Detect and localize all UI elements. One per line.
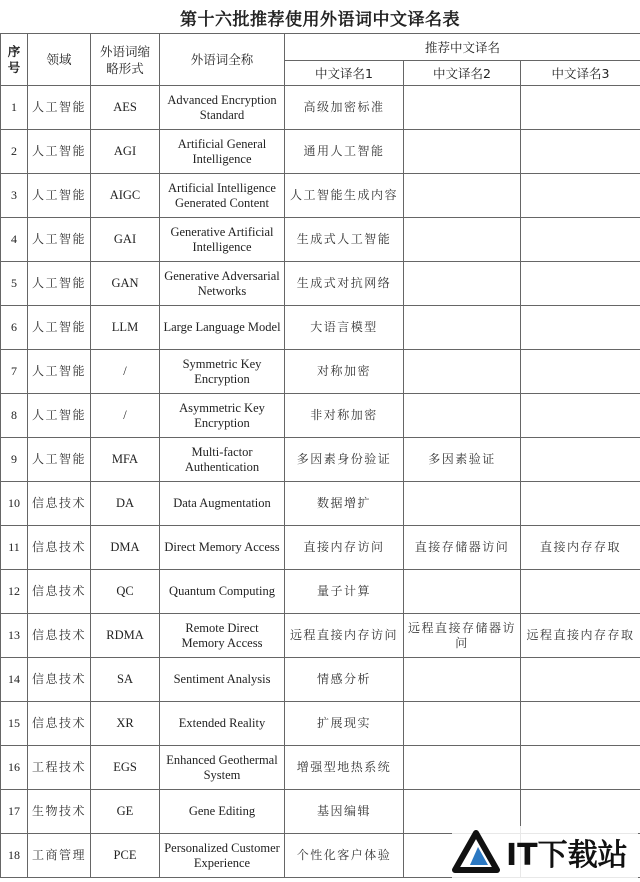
cell-abbr: MFA (91, 438, 160, 482)
cell-zh1: 生成式对抗网络 (285, 262, 404, 306)
cell-zh2 (404, 570, 521, 614)
table-row (1, 438, 640, 482)
cell-index: 2 (1, 130, 28, 174)
cell-zh3 (521, 262, 640, 306)
cell-zh2 (404, 86, 521, 130)
cell-abbr: QC (91, 570, 160, 614)
cell-abbr: AGI (91, 130, 160, 174)
cell-full-name: Data Augmentation (160, 482, 285, 526)
cell-full-name: Advanced Encryption Standard (160, 86, 285, 130)
cell-full-name: Gene Editing (160, 790, 285, 834)
cell-field: 人工智能 (28, 350, 91, 394)
cell-zh3 (521, 306, 640, 350)
cell-zh1: 扩展现实 (285, 702, 404, 746)
cell-zh2 (404, 130, 521, 174)
cell-abbr: DMA (91, 526, 160, 570)
cell-full-name: Generative Adversarial Networks (160, 262, 285, 306)
cell-abbr: / (91, 394, 160, 438)
cell-full-name: Personalized Customer Experience (160, 834, 285, 878)
cell-index: 15 (1, 702, 28, 746)
cell-full-name: Sentiment Analysis (160, 658, 285, 702)
cell-index: 7 (1, 350, 28, 394)
cell-zh2 (404, 174, 521, 218)
cell-zh1: 远程直接内存访问 (285, 614, 404, 658)
cell-zh2 (404, 218, 521, 262)
page-title: 第十六批推荐使用外语词中文译名表 (180, 10, 460, 30)
cell-zh1: 量子计算 (285, 570, 404, 614)
cell-zh2 (404, 702, 521, 746)
cell-abbr: DA (91, 482, 160, 526)
cell-zh1: 高级加密标准 (285, 86, 404, 130)
table-row (1, 482, 640, 526)
table-row (1, 702, 640, 746)
cell-zh2 (404, 658, 521, 702)
cell-zh1: 数据增扩 (285, 482, 404, 526)
cell-zh2 (404, 306, 521, 350)
cell-abbr: XR (91, 702, 160, 746)
cell-full-name: Artificial Intelligence Generated Content (160, 174, 285, 218)
header-index: 序号 (1, 34, 28, 86)
cell-zh3 (521, 350, 640, 394)
cell-zh1: 直接内存访问 (285, 526, 404, 570)
cell-field: 人工智能 (28, 438, 91, 482)
cell-index: 4 (1, 218, 28, 262)
cell-field: 工商管理 (28, 834, 91, 878)
cell-field: 人工智能 (28, 130, 91, 174)
cell-index: 9 (1, 438, 28, 482)
table-row (1, 350, 640, 394)
cell-index: 8 (1, 394, 28, 438)
cell-index: 3 (1, 174, 28, 218)
cell-zh1: 大语言模型 (285, 306, 404, 350)
cell-abbr: AES (91, 86, 160, 130)
cell-zh3 (521, 570, 640, 614)
cell-field: 人工智能 (28, 86, 91, 130)
cell-field: 生物技术 (28, 790, 91, 834)
cell-zh3 (521, 482, 640, 526)
warning-triangle-icon (452, 830, 500, 874)
cell-abbr: GAI (91, 218, 160, 262)
table-row (1, 746, 640, 790)
cell-zh3 (521, 130, 640, 174)
cell-index: 18 (1, 834, 28, 878)
cell-zh1: 通用人工智能 (285, 130, 404, 174)
cell-full-name: Large Language Model (160, 306, 285, 350)
header-abbr: 外语词缩略形式 (91, 34, 160, 86)
cell-abbr: AIGC (91, 174, 160, 218)
table-row (1, 218, 640, 262)
header-zh1: 中文译名1 (285, 61, 404, 86)
cell-abbr: LLM (91, 306, 160, 350)
table-row (1, 526, 640, 570)
cell-full-name: Artificial General Intelligence (160, 130, 285, 174)
cell-index: 1 (1, 86, 28, 130)
cell-index: 10 (1, 482, 28, 526)
table-body (1, 86, 640, 878)
table-header (1, 34, 640, 86)
cell-index: 11 (1, 526, 28, 570)
cell-zh2 (404, 482, 521, 526)
cell-index: 17 (1, 790, 28, 834)
cell-zh2 (404, 746, 521, 790)
cell-field: 人工智能 (28, 306, 91, 350)
cell-field: 人工智能 (28, 394, 91, 438)
table-row (1, 306, 640, 350)
cell-zh3 (521, 702, 640, 746)
cell-zh2 (404, 262, 521, 306)
cell-index: 5 (1, 262, 28, 306)
cell-index: 12 (1, 570, 28, 614)
cell-field: 信息技术 (28, 482, 91, 526)
cell-zh2 (404, 394, 521, 438)
header-zh2: 中文译名2 (404, 61, 521, 86)
cell-zh2: 多因素验证 (404, 438, 521, 482)
table-row (1, 658, 640, 702)
table-row (1, 262, 640, 306)
cell-field: 工程技术 (28, 746, 91, 790)
table-row (1, 174, 640, 218)
cell-field: 人工智能 (28, 262, 91, 306)
cell-zh3 (521, 174, 640, 218)
header-full: 外语词全称 (160, 34, 285, 86)
cell-field: 信息技术 (28, 526, 91, 570)
cell-full-name: Asymmetric Key Encryption (160, 394, 285, 438)
cell-field: 人工智能 (28, 174, 91, 218)
cell-index: 13 (1, 614, 28, 658)
cell-zh1: 非对称加密 (285, 394, 404, 438)
cell-abbr: SA (91, 658, 160, 702)
glossary-table (0, 33, 640, 878)
cell-abbr: EGS (91, 746, 160, 790)
header-recommended: 推荐中文译名 (285, 34, 640, 61)
table-row (1, 394, 640, 438)
table-row (1, 86, 640, 130)
cell-zh1: 对称加密 (285, 350, 404, 394)
cell-abbr: PCE (91, 834, 160, 878)
cell-zh3 (521, 218, 640, 262)
cell-abbr: GE (91, 790, 160, 834)
cell-zh1: 基因编辑 (285, 790, 404, 834)
cell-abbr: / (91, 350, 160, 394)
cell-zh3 (521, 658, 640, 702)
cell-zh1: 个性化客户体验 (285, 834, 404, 878)
cell-full-name: Direct Memory Access (160, 526, 285, 570)
cell-index: 6 (1, 306, 28, 350)
cell-abbr: RDMA (91, 614, 160, 658)
cell-zh3 (521, 746, 640, 790)
watermark (452, 826, 638, 878)
cell-abbr: GAN (91, 262, 160, 306)
cell-zh1: 生成式人工智能 (285, 218, 404, 262)
cell-full-name: Generative Artificial Intelligence (160, 218, 285, 262)
table-row (1, 570, 640, 614)
cell-zh3 (521, 394, 640, 438)
cell-full-name: Multi-factor Authentication (160, 438, 285, 482)
cell-full-name: Quantum Computing (160, 570, 285, 614)
cell-zh3 (521, 438, 640, 482)
cell-full-name: Symmetric Key Encryption (160, 350, 285, 394)
table-row (1, 130, 640, 174)
cell-index: 16 (1, 746, 28, 790)
header-field: 领域 (28, 34, 91, 86)
cell-field: 信息技术 (28, 614, 91, 658)
cell-zh2: 直接存储器访问 (404, 526, 521, 570)
cell-zh2 (404, 350, 521, 394)
cell-full-name: Remote Direct Memory Access (160, 614, 285, 658)
cell-full-name: Extended Reality (160, 702, 285, 746)
cell-field: 信息技术 (28, 702, 91, 746)
cell-zh3: 远程直接内存存取 (521, 614, 640, 658)
cell-zh3: 直接内存存取 (521, 526, 640, 570)
table-row (1, 614, 640, 658)
cell-field: 信息技术 (28, 570, 91, 614)
watermark-text: IT下载站 (506, 838, 628, 873)
cell-field: 信息技术 (28, 658, 91, 702)
cell-zh2: 远程直接存储器访问 (404, 614, 521, 658)
cell-zh1: 人工智能生成内容 (285, 174, 404, 218)
cell-full-name: Enhanced Geothermal System (160, 746, 285, 790)
cell-zh1: 多因素身份验证 (285, 438, 404, 482)
cell-zh1: 情感分析 (285, 658, 404, 702)
header-zh3: 中文译名3 (521, 61, 640, 86)
cell-index: 14 (1, 658, 28, 702)
cell-zh3 (521, 86, 640, 130)
cell-zh1: 增强型地热系统 (285, 746, 404, 790)
cell-field: 人工智能 (28, 218, 91, 262)
